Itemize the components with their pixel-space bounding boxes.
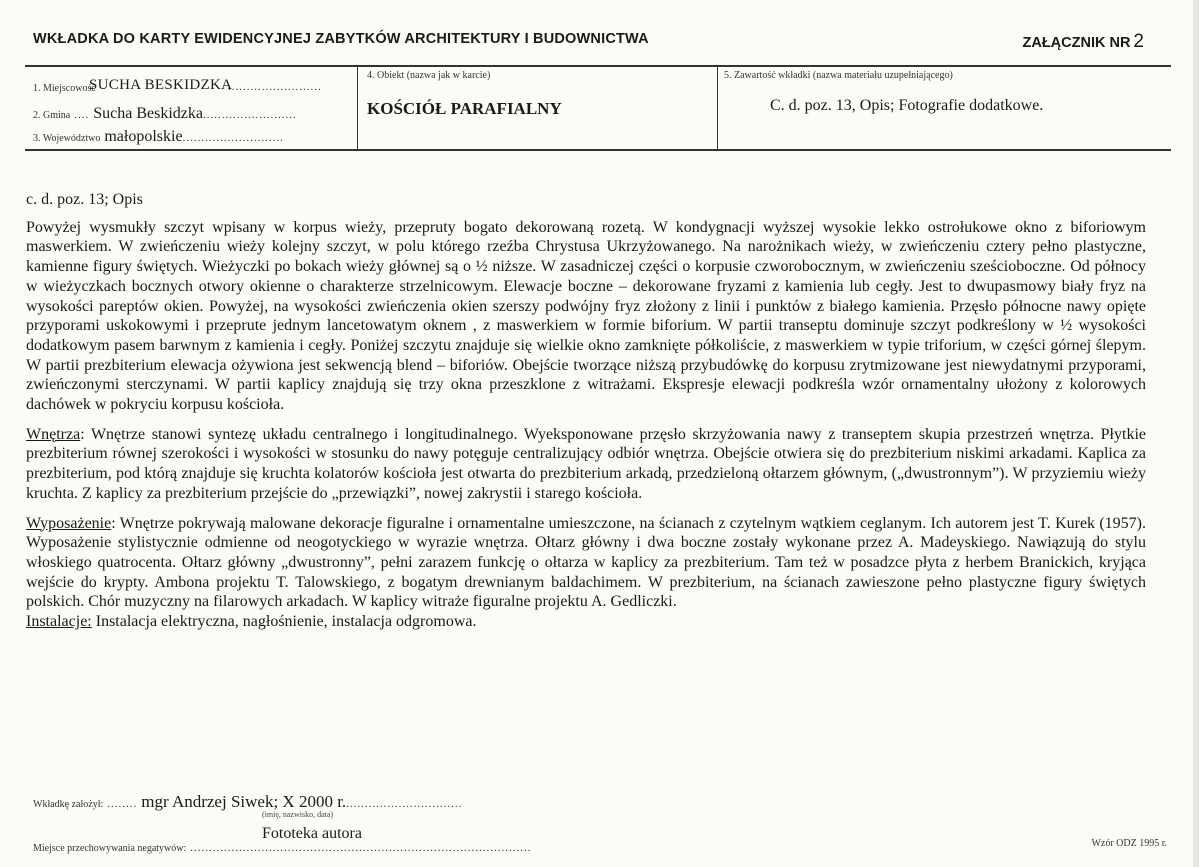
footer-storage-value: Fototeka autora: [262, 825, 362, 842]
footer-author-label: Wkładkę założył:: [33, 799, 104, 810]
description-body: [26, 190, 1146, 632]
description-exterior: Powyżej wysmukły szczyt wpisany w korpus wieży, przepruty bogato dekorowaną rozetą. W kondygnacji wyższej wysokie lekko ostrołukowe okno z biforiowym maswerkiem. W zwieńczeniu wieży kolejny szczyt, w polu którego rzeźba Chrystusa Ukrzyżowanego. Na narożnikach wieży, w zwieńczeniu cztery pełno plastyczne, kamienne figury świętych. Wieżyczki po bokach wieży głównej są o ½ niższe. W zasadniczej części o korpusie czworobocznym, w zwieńczeniu sześcioboczne. Od północy w wieżyczkach bocznych otwory okienne o charakterze strzelnicowym. Elewacje boczne – dekorowane fryzami z kamienia lub cegły. Jest to dwupasmowy biały fryz na wysokości pareptów okien. Powyżej, na wysokości zwieńczenia okien szerszy podwójny fryz złożony z linii i punktów z białego kamienia. Przęsło północne nawy opięte przyporami uskokowymi i przeprute jednym lancetowatym oknem , z maswerkiem w formie biforium. W partii transeptu dominuje szczyt podkreślony w ½ wysokości dodatkowym pasem barwnym z kamienia i cegły. Poniżej szczytu znajduje się wielkie okno zamknięte półkoliście, z maswerkiem w typie triforium, w części górnej ślepym. W partii prezbiterium elewacja ożywiona jest sekwencją blend – biforiów. Obejście tworzące niższą przybudówkę do korpusu zrytmizowane jest niewydatnymi przyporami, zwieńczonymi sterczynami. W partii kaplicy znajdują się trzy okna przeszklone z witrażami. Ekspresje elewacji podkreśla wzór ornamentalny ułożony z kolorowych dachówek w pokryciu korpusu kościoła.: [26, 218, 1146, 414]
description-installations: [26, 612, 1146, 632]
field-voivodeship: 3. Województwo małopolskie...........................: [33, 128, 284, 145]
form-title: WKŁADKA DO KARTY EWIDENCYJNEJ ZABYTKÓW ARCHITEKTURY I BUDOWNICTWA: [33, 31, 649, 47]
field-commune-label: 2. Gmina: [33, 110, 71, 121]
annex-number: 2: [1133, 31, 1144, 52]
field-locality-value: SUCHA BESKIDZKA: [89, 77, 233, 93]
footer-storage: Miejsce przechowywania negatywów: ...........................................................................................: [33, 842, 532, 854]
furnishing-heading: Wyposażenie: [26, 514, 112, 532]
installations-heading: Instalacje:: [26, 613, 92, 631]
footer-author-value: mgr Andrzej Siwek; X 2000 r.: [141, 792, 347, 811]
annex-label: [1022, 31, 1144, 53]
table-top-rule: [25, 65, 1171, 67]
field-object-value: KOŚCIÓŁ PARAFIALNY: [367, 99, 562, 118]
footer-storage-label: Miejsce przechowywania negatywów:: [33, 843, 187, 854]
interior-text: : Wnętrze stanowi syntezę układu centralnego i longitudinalnego. Wyeksponowane przęsło skrzyżowania nawy z transeptem skupia przestrzeń wnętrza. Płytkie prezbiterium równej szerokości i wysokości w stosunku do nawy potęguje centralizujący odbiór wnętrza. Obejście otwiera się do prezbiterium niskimi arkadami. Kaplica za prezbiterium, pod którą znajduje się kruchta kolatorów kościoła jest otwarta do prezbiterium arkadą, przedzieloną ołtarzem głównym, („dwustronnym”). W przyziemiu wieży kruchta. Z kaplicy za prezbiterium przejście do „przewiązki”, nowej zakrystii i starego kościoła.: [26, 425, 1146, 502]
field-commune-value: Sucha Beskidzka: [93, 105, 203, 122]
footer-author: Wkładkę założył: ........ mgr Andrzej Siwek; X 2000 r................................: [33, 792, 463, 811]
field-content-value: C. d. poz. 13, Opis; Fotografie dodatkowe.: [770, 97, 1044, 114]
field-locality-dots: .........................: [228, 81, 322, 93]
furnishing-text: : Wnętrze pokrywają malowane dekoracje figuralne i ornamentalne umieszczone, na ścianach z czytelnym wątkiem ceglanym. Ich autorem jest T. Kurek (1957). Wyposażenie stylistycznie odmienne od neogotyckiego w wyrazie wnętrza. Ołtarz główny i dwa boczne zostały wykonane przez A. Madeyskiego. Nawiązują do stylu włoskiego quatrocenta. Ołtarz główny „dwustronny”, pełni zarazem funkcję o ołtarza w kaplicy za prezbiterium. Tam też w posadzce płyta z herbem Branickich, kryjąca wejście do krypty. Ambona projektu T. Talowskiego, z bogatym drewnianym baldachimem. W prezbiterium, na ścianach zawieszone pełno plastyczne figury świętych polskich. Chór muzyczny na filarowych arkadach. W kaplicy witraże figuralne projektu A. Gedliczki.: [26, 514, 1146, 611]
description-intro: c. d. poz. 13; Opis: [26, 191, 143, 208]
column-divider-1: [357, 66, 358, 149]
field-locality-label: 1. Miejscowość: [33, 83, 96, 94]
field-voivodeship-label: 3. Województwo: [33, 133, 101, 144]
footer-author-hint: (imię, nazwisko, data): [262, 810, 334, 819]
installations-text: Instalacja elektryczna, nagłośnienie, instalacja odgromowa.: [91, 613, 477, 631]
table-bottom-rule: [25, 149, 1171, 151]
description-furnishing: [26, 514, 1146, 613]
interior-heading: Wnętrza: [26, 425, 81, 443]
description-interior: [26, 425, 1146, 504]
field-object-label: 4. Obiekt (nazwa jak w karcie): [367, 70, 491, 81]
field-commune: 2. Gmina .... Sucha Beskidzka.........................: [33, 105, 297, 122]
page-edge: [1193, 0, 1199, 867]
field-locality: [33, 77, 322, 96]
field-content-label: 5. Zawartość wkładki (nazwa materiału uzupełniającego): [724, 70, 953, 81]
field-voivodeship-value: małopolskie: [104, 128, 183, 145]
column-divider-2: [717, 66, 718, 149]
annex-label-text: ZAŁĄCZNIK NR: [1022, 35, 1131, 51]
form-template-id: Wzór ODZ 1995 r.: [1091, 838, 1167, 849]
